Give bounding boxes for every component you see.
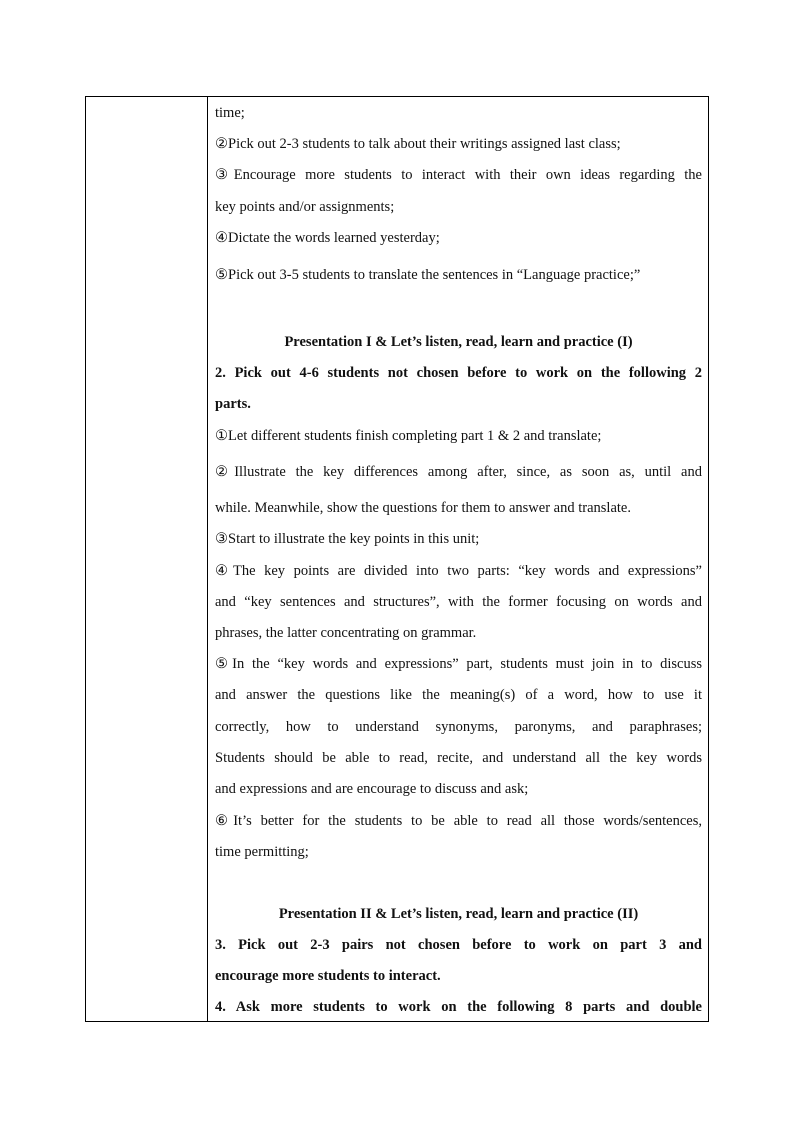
text-line: key points and/or assignments; [215, 199, 395, 215]
table-right-cell [208, 97, 708, 1021]
text-line: correctly, how to understand synonyms, paronyms, and paraphrases; [215, 719, 702, 735]
text-line: phrases, the latter concentrating on grammar. [215, 625, 477, 641]
text-line: ②Pick out 2-3 students to talk about their writings assigned last class; [215, 136, 621, 152]
text-line: ⑤Pick out 3-5 students to translate the sentences in “Language practice;” [215, 267, 641, 283]
text-line: 2. Pick out 4-6 students not chosen before to work on the following 2 [215, 365, 702, 381]
text-line: time permitting; [215, 844, 309, 860]
table-left-cell [86, 97, 208, 1021]
text-line: and answer the questions like the meaning(s) of a word, how to use it [215, 687, 702, 703]
section-heading: Presentation I & Let’s listen, read, learn and practice (I) [284, 334, 633, 350]
text-line: ⑤In the “key words and expressions” part, students must join in to discuss [215, 656, 702, 672]
lesson-plan-table [85, 96, 709, 1022]
text-line: ②Illustrate the key differences among after, since, as soon as, until and [215, 464, 702, 480]
text-line: time; [215, 105, 245, 121]
text-line: 3. Pick out 2-3 pairs not chosen before to work on part 3 and [215, 937, 702, 953]
section-heading: Presentation II & Let’s listen, read, learn and practice (II) [278, 906, 639, 922]
text-line: ⑥It’s better for the students to be able to read all those words/sentences, [215, 813, 702, 829]
text-line: 4. Ask more students to work on the following 8 parts and double [215, 999, 702, 1015]
text-line: parts. [215, 396, 251, 412]
text-line: ④Dictate the words learned yesterday; [215, 230, 440, 246]
text-line: ③Start to illustrate the key points in this unit; [215, 531, 480, 547]
text-line: and expressions and are encourage to discuss and ask; [215, 781, 529, 797]
text-line: while. Meanwhile, show the questions for them to answer and translate. [215, 500, 631, 516]
text-line: and “key sentences and structures”, with the former focusing on words and [215, 594, 702, 610]
text-line: ④The key points are divided into two parts: “key words and expressions” [215, 563, 702, 579]
text-line: ③Encourage more students to interact with their own ideas regarding the [215, 167, 702, 183]
text-line: encourage more students to interact. [215, 968, 441, 984]
text-line: ①Let different students finish completing part 1 & 2 and translate; [215, 428, 602, 444]
text-line: Students should be able to read, recite, and understand all the key words [215, 750, 702, 766]
